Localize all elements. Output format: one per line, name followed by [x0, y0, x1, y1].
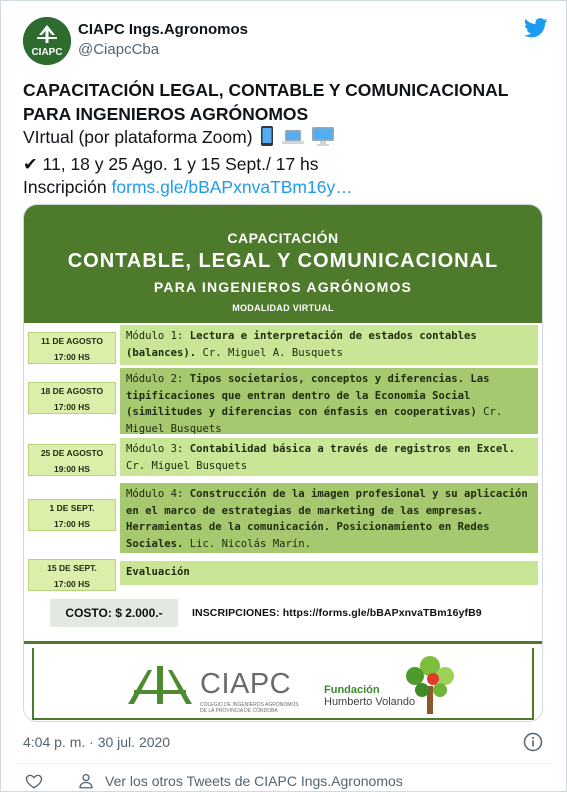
module-prefix: Módulo 1: [126, 330, 190, 342]
session-date [28, 332, 116, 364]
poster-header [24, 205, 542, 323]
tweet-image-poster[interactable] [23, 204, 543, 722]
ciapc-wordmark: CIAPC [200, 668, 292, 700]
session-module [120, 438, 538, 476]
session-row [24, 483, 542, 553]
session-date [28, 382, 116, 414]
inscriptions-label: INSCRIPCIONES: https://forms.gle/bBAPxnvaTBm16yfB9 [192, 607, 482, 619]
svg-text:CIAPC: CIAPC [31, 47, 63, 58]
tweet-line-inscription [23, 176, 548, 200]
account-name[interactable]: CIAPC Ings.Agronomos [78, 21, 249, 38]
session-module [120, 483, 538, 553]
tweet-header [23, 17, 548, 65]
phone-emoji-icon [260, 126, 274, 153]
session-row [24, 368, 542, 434]
session-module [120, 325, 538, 365]
ciapc-emblem-icon [124, 664, 196, 708]
session-date-label: 25 DE AGOSTO [40, 448, 104, 458]
module-topic: Contabilidad básica a través de registros en Excel. [189, 443, 516, 455]
tweet-line-title: CAPACITACIÓN LEGAL, CONTABLE Y COMUNICACIONAL [23, 80, 509, 100]
tree-logo-icon [400, 652, 460, 716]
ciapc-avatar-logo [23, 17, 71, 65]
heart-icon[interactable] [25, 772, 43, 790]
session-row [24, 559, 542, 591]
session-date [28, 444, 116, 476]
tweet-inscription-label: Inscripción [23, 177, 107, 197]
module-topic: Construcción de la imagen profesional y su aplicación en el marco de estrategias de marketing de las empresas. Herramientas de la comunicación. Posicionamiento en Redes Sociales. [126, 488, 528, 550]
tweet-dates-text: 11, 18 y 25 Ago. 1 y 15 Sept./ 17 hs [42, 153, 319, 174]
cost-label: COSTO: $ 2.000.- [50, 599, 178, 627]
session-time-label: 17:00 HS [54, 579, 90, 589]
module-prefix: Módulo 3: [126, 443, 190, 455]
footer-divider [15, 763, 555, 764]
inscription-link[interactable]: forms.gle/bBAPxnvaTBm16y… [111, 177, 353, 197]
session-date-label: 1 DE SEPT. [49, 503, 95, 513]
session-time-label: 17:00 HS [54, 402, 90, 412]
session-date-label: 15 DE SEPT. [47, 563, 97, 573]
poster-title-3: PARA INGENIEROS AGRÓNOMOS [153, 279, 413, 295]
session-date [28, 559, 116, 591]
session-time-label: 17:00 HS [54, 352, 90, 362]
account-handle[interactable]: @CiapcCba [78, 41, 160, 58]
poster-title-2: CONTABLE, LEGAL Y COMUNICACIONAL [67, 250, 499, 272]
desktop-emoji-icon [312, 126, 334, 153]
info-icon[interactable] [523, 732, 543, 752]
avatar[interactable] [23, 17, 71, 65]
laptop-emoji-icon [282, 128, 304, 153]
session-module [120, 561, 538, 585]
twitter-bird-icon[interactable] [524, 17, 548, 39]
tweet-line-virtual [23, 126, 548, 153]
tweet-line-subtitle: PARA INGENIEROS AGRÓNOMOS [23, 103, 309, 124]
module-topic: Lectura e interpretación de estados contables (balances). [126, 330, 477, 359]
module-speaker: Cr. Miguel Busquets [126, 459, 248, 472]
tweet-timestamp[interactable]: 4:04 p. m. · 30 jul. 2020 [23, 734, 171, 750]
session-row [24, 436, 542, 476]
tweet-virtual-text: VIrtual (por plataforma Zoom) [23, 127, 253, 147]
fundacion-name: Humberto Volando [324, 696, 416, 708]
poster-title-1: CAPACITACIÓN [227, 230, 339, 246]
module-prefix: Módulo 2: [126, 373, 190, 385]
module-prefix: Módulo 4: [126, 488, 190, 500]
session-module [120, 368, 538, 434]
module-speaker: Cr. Miguel A. Busquets [196, 346, 343, 359]
ciapc-logo [124, 658, 299, 714]
poster-modality: MODALIDAD VIRTUAL [232, 303, 334, 313]
logo-strip [24, 641, 542, 722]
session-date-label: 11 DE AGOSTO [41, 336, 103, 346]
ciapc-subtitle: COLEGIO DE INGENIEROS AGRÓNOMOS DE LA PROVINCIA DE CÓRDOBA [200, 702, 299, 714]
tweet-line-dates [23, 153, 548, 177]
person-icon[interactable] [77, 772, 95, 790]
session-time-label: 17:00 HS [54, 519, 90, 529]
session-time-label: 19:00 HS [54, 464, 90, 474]
session-row [24, 322, 542, 364]
module-speaker: Lic. Nicolás Marín. [183, 537, 311, 550]
check-mark-icon: ✔ [23, 153, 38, 174]
tweet-body [23, 79, 548, 200]
session-date [28, 499, 116, 531]
session-date-label: 18 DE AGOSTO [40, 386, 104, 396]
module-speaker: Cr. Miguel Busquets [126, 406, 503, 435]
module-topic: Evaluación [126, 566, 190, 578]
fundacion-label: Fundación [324, 684, 380, 696]
module-topic: Tipos societarios, conceptos y diferencias. Las tipificaciones que entran dentro de la Economia Social (similitudes y diferencias con énfasis en cooperativas) [126, 373, 490, 418]
more-tweets-link[interactable]: Ver los otros Tweets de CIAPC Ings.Agronomos [105, 773, 403, 789]
